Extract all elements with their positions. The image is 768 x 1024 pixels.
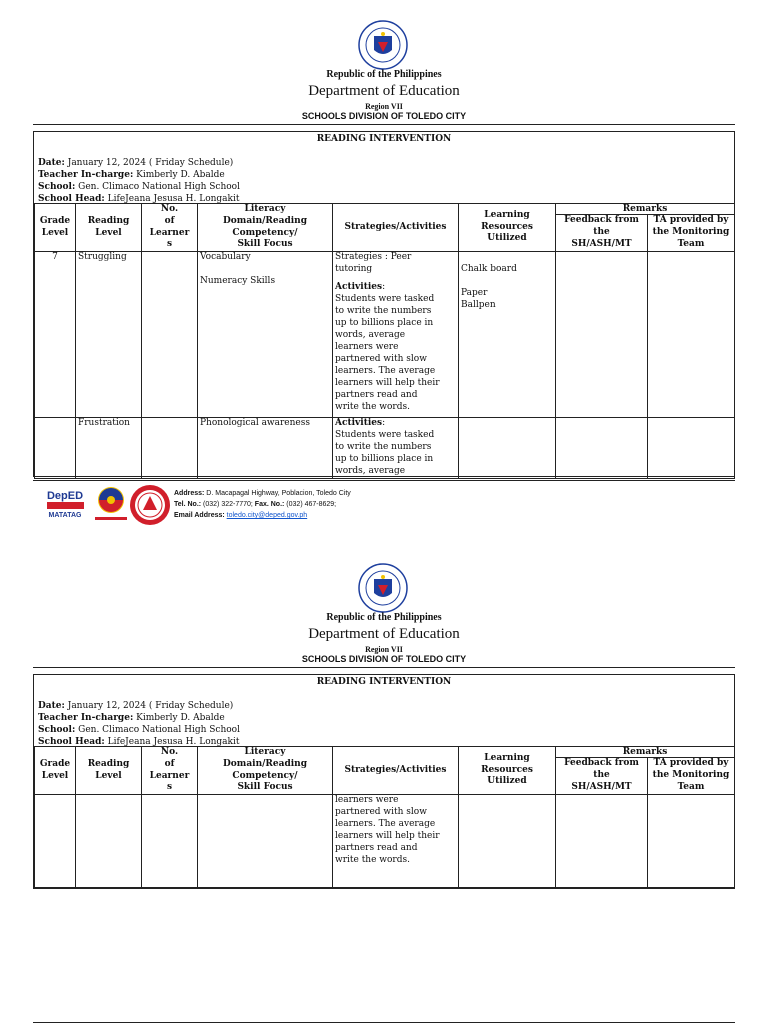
ta-cell bbox=[648, 252, 735, 418]
form-info bbox=[38, 700, 240, 748]
col-learners-header: No. of Learner s bbox=[142, 204, 198, 252]
footer bbox=[33, 484, 735, 530]
reading-level-cell: Frustration bbox=[76, 418, 142, 479]
grade-cell bbox=[35, 795, 76, 888]
form-info bbox=[38, 157, 240, 205]
table-row bbox=[35, 252, 735, 418]
learners-cell bbox=[142, 795, 198, 888]
col-reading-header: Reading Level bbox=[76, 747, 142, 795]
col-resources-header: Learning Resources Utilized bbox=[459, 747, 556, 795]
col-grade-header: Grade Level bbox=[35, 204, 76, 252]
ta-cell bbox=[648, 418, 735, 479]
col-feedback-header: Feedback from the SH/ASH/MT bbox=[556, 758, 648, 795]
col-ta-header: TA provided by the Monitoring Team bbox=[648, 758, 735, 795]
bagong-pilipinas-logo-icon bbox=[91, 484, 131, 524]
phone-line: Tel. No.: (032) 322-7770; Fax. No.: (032) 467-8629; bbox=[174, 501, 337, 508]
col-remarks-header: Remarks bbox=[556, 747, 735, 758]
region-heading: Region VII bbox=[365, 645, 403, 654]
deped-seal-icon bbox=[358, 563, 408, 613]
head-line: School Head: LifeJeana Jesusa H. Longakit bbox=[38, 194, 240, 204]
footer-contact bbox=[174, 488, 351, 521]
date-line: Date: January 12, 2024 ( Friday Schedule) bbox=[38, 701, 234, 711]
svg-text:MATATAG: MATATAG bbox=[48, 512, 82, 519]
reading-level-cell bbox=[76, 795, 142, 888]
page-2 bbox=[0, 543, 768, 1024]
region-heading: Region VII bbox=[365, 102, 403, 111]
header-divider bbox=[33, 667, 735, 668]
deped-seal-icon bbox=[358, 20, 408, 70]
header-divider bbox=[33, 124, 735, 125]
division-heading: SCHOOLS DIVISION OF TOLEDO CITY bbox=[301, 111, 467, 121]
teacher-line: Teacher In-charge: Kimberly D. Abalde bbox=[38, 713, 225, 723]
strategies-cell: learners were partnered with slow learners. The average learners will help their partners read and write the words. bbox=[333, 795, 459, 888]
col-literacy-header: Literacy Domain/Reading Competency/ Skill Focus bbox=[198, 204, 333, 252]
col-strategies-header: Strategies/Activities bbox=[333, 204, 459, 252]
grade-cell: 7 bbox=[35, 252, 76, 418]
intervention-table bbox=[34, 746, 735, 888]
col-literacy-header: Literacy Domain/Reading Competency/ Skill Focus bbox=[198, 747, 333, 795]
toledo-division-seal-icon bbox=[129, 484, 171, 526]
school-line: School: Gen. Climaco National High School bbox=[38, 182, 240, 192]
strategies-cell: Activities: Students were tasked to write the numbers up to billions place in words, average bbox=[333, 418, 459, 479]
col-learners-header: No. of Learner s bbox=[142, 747, 198, 795]
intervention-form bbox=[33, 131, 735, 477]
feedback-cell bbox=[556, 795, 648, 888]
ta-cell bbox=[648, 795, 735, 888]
form-title: READING INTERVENTION bbox=[316, 677, 452, 687]
svg-text:DepED: DepED bbox=[46, 490, 84, 502]
republic-heading: Republic of the Philippines bbox=[326, 612, 442, 623]
strategies-cell: Strategies : Peer tutoring Activities: Students were tasked to write the numbers up to billions place in words, average learners were partnered with slow learners. The average learners will help their partners read and write the words. bbox=[333, 252, 459, 418]
col-feedback-header: Feedback from the SH/ASH/MT bbox=[556, 215, 648, 252]
department-heading: Department of Education bbox=[308, 83, 460, 99]
date-line: Date: January 12, 2024 ( Friday Schedule) bbox=[38, 158, 234, 168]
learners-cell bbox=[142, 252, 198, 418]
feedback-cell bbox=[556, 252, 648, 418]
form-title: READING INTERVENTION bbox=[316, 134, 452, 144]
col-reading-header: Reading Level bbox=[76, 204, 142, 252]
republic-heading: Republic of the Philippines bbox=[326, 69, 442, 80]
reading-level-cell: Struggling bbox=[76, 252, 142, 418]
col-remarks-header: Remarks bbox=[556, 204, 735, 215]
literacy-cell: Phonological awareness bbox=[198, 418, 333, 479]
col-resources-header: Learning Resources Utilized bbox=[459, 204, 556, 252]
table-row bbox=[35, 795, 735, 888]
learners-cell bbox=[142, 418, 198, 479]
school-line: School: Gen. Climaco National High School bbox=[38, 725, 240, 735]
intervention-table bbox=[34, 203, 735, 479]
footer-divider bbox=[33, 1022, 735, 1023]
teacher-line: Teacher In-charge: Kimberly D. Abalde bbox=[38, 170, 225, 180]
feedback-cell bbox=[556, 418, 648, 479]
email-line: Email Address: toledo.city@deped.gov.ph bbox=[174, 512, 308, 519]
literacy-cell: Vocabulary Numeracy Skills bbox=[198, 252, 333, 418]
address-line: Address: D. Macapagal Highway, Poblacion, Toledo City bbox=[174, 490, 351, 497]
department-heading: Department of Education bbox=[308, 626, 460, 642]
grade-cell bbox=[35, 418, 76, 479]
col-strategies-header: Strategies/Activities bbox=[333, 747, 459, 795]
table-row bbox=[35, 418, 735, 479]
deped-matatag-logo-icon bbox=[43, 484, 88, 524]
footer-divider bbox=[33, 480, 735, 481]
intervention-form bbox=[33, 674, 735, 889]
literacy-cell bbox=[198, 795, 333, 888]
division-heading: SCHOOLS DIVISION OF TOLEDO CITY bbox=[301, 654, 467, 664]
head-line: School Head: LifeJeana Jesusa H. Longakit bbox=[38, 737, 240, 747]
resources-cell bbox=[459, 418, 556, 479]
email-link[interactable]: toledo.city@deped.gov.ph bbox=[226, 512, 308, 519]
col-ta-header: TA provided by the Monitoring Team bbox=[648, 215, 735, 252]
resources-cell bbox=[459, 795, 556, 888]
resources-cell: Chalk board Paper Ballpen bbox=[459, 252, 556, 418]
col-grade-header: Grade Level bbox=[35, 747, 76, 795]
